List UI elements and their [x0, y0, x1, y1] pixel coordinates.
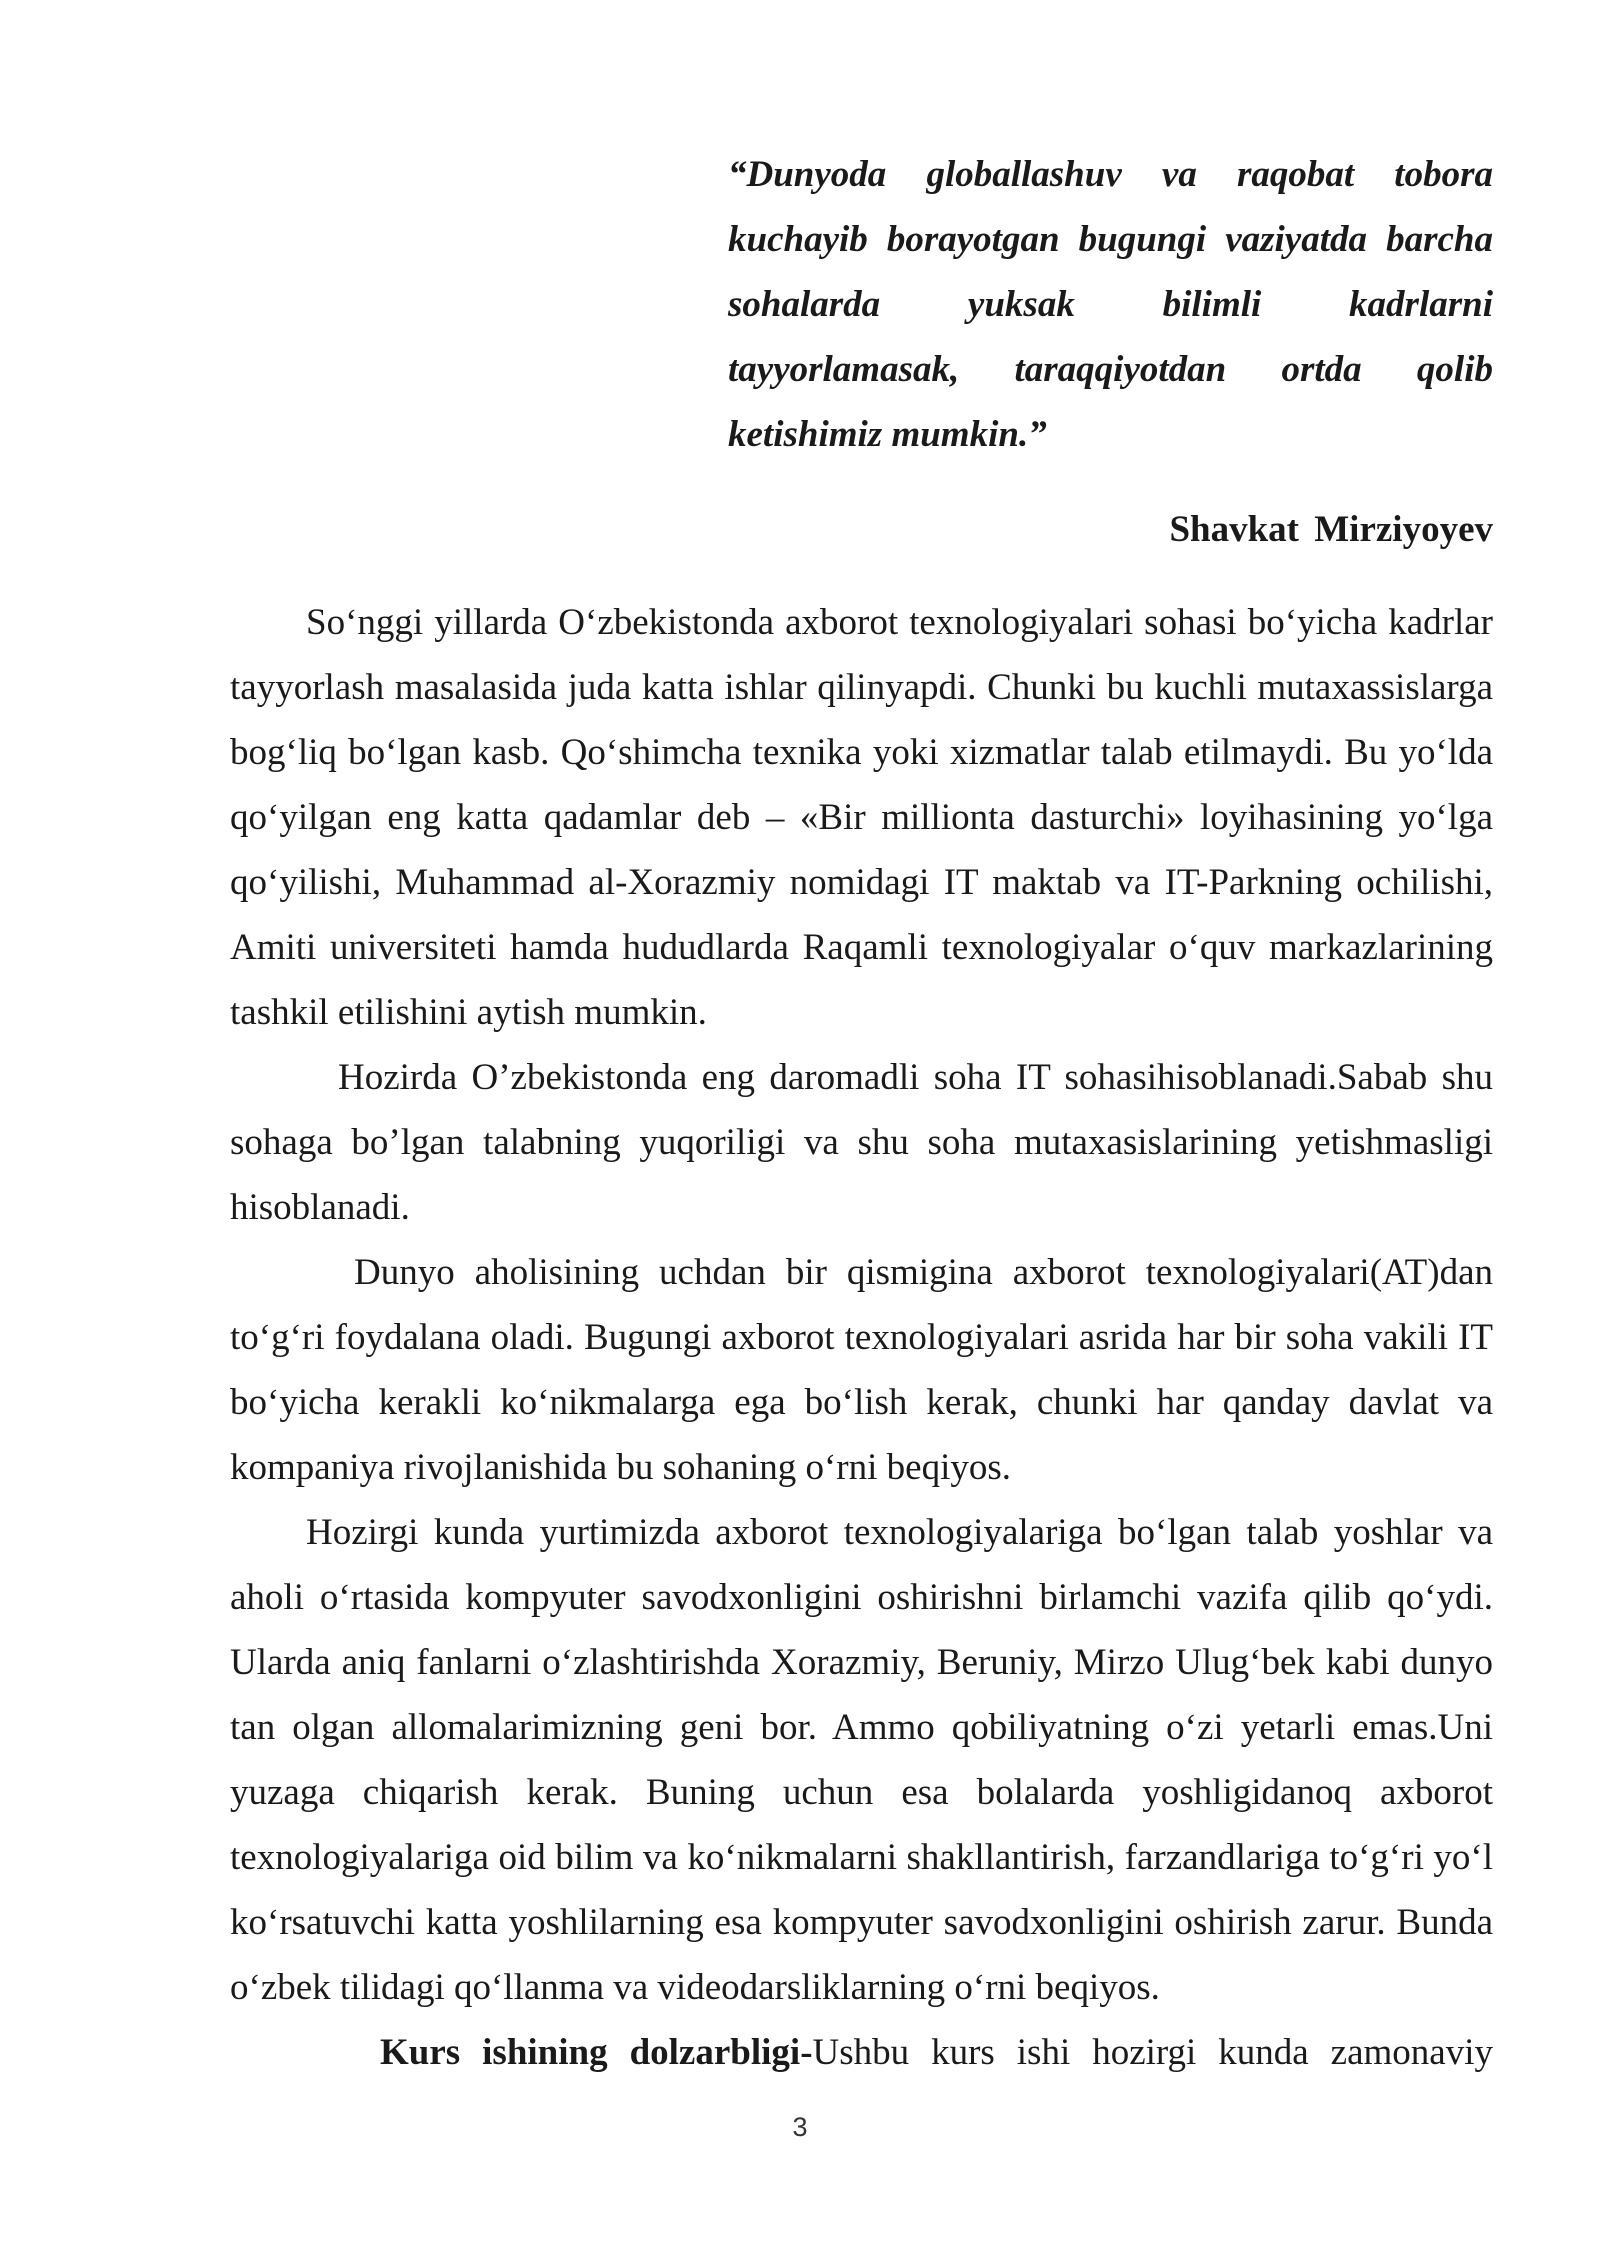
paragraph: Hozirda O’zbekistonda eng daromadli soha IT sohasihisoblanadi.Sabab shu sohaga bo’lgan talabning yuqoriligi va shu soha mutaxasislarining yetishmasligi hisoblanadi.: [230, 1057, 1493, 1228]
epigraph-quote: “Dunyoda globallashuv va raqobat tobora kuchayib borayotgan bugungi vaziyatda barcha sohalarda yuksak bilimli kadrlarni tayyorlamasak, taraqqiyotdan ortda qolib ketishimiz mumkin.”: [728, 154, 1493, 455]
epigraph-author: Shavkat Mirziyoyev: [1169, 509, 1493, 550]
paragraph-text: Ushbu kurs ishi hozirgi kunda zamonaviy: [812, 2032, 1493, 2073]
body-text: [230, 590, 1493, 2085]
paragraph-dolzarblik: [230, 2020, 1493, 2085]
paragraph: Hozirgi kunda yurtimizda axborot texnologiyalariga bo‘lgan talab yoshlar va aholi o‘rtasida kompyuter savodxonligini oshirishni birlamchi vazifa qilib qo‘ydi. Ularda aniq fanlarni o‘zlashtirishda Xorazmiy, Beruniy, Mirzo Ulug‘bek kabi dunyo tan olgan allomalarimizning geni bor. Ammo qobiliyatning o‘zi yetarli emas.Uni yuzaga chiqarish kerak. Buning uchun esa bolalarda yoshligidanoq axborot texnologiyalariga oid bilim va ko‘nikmalarni shakllantirish, farzandlariga to‘g‘ri yo‘l ko‘rsatuvchi katta yoshlilarning esa kompyuter savodxonligini oshirish zarur. Bunda o‘zbek tilidagi qo‘llanma va videodarsliklarning o‘rni beqiyos.: [230, 1512, 1493, 2008]
page-number: 3: [792, 2112, 808, 2142]
paragraph: Dunyo aholisining uchdan bir qismigina axborot texnologiyalari(AT)dan to‘g‘ri foydalana oladi. Bugungi axborot texnologiyalari asrida har bir soha vakili IT bo‘yicha kerakli ko‘nikmalarga ega bo‘lish kerak, chunki har qanday davlat va kompaniya rivojlanishida bu sohaning o‘rni beqiyos.: [230, 1252, 1493, 1488]
paragraph: So‘nggi yillarda O‘zbekistonda axborot texnologiyalari sohasi bo‘yicha kadrlar tayyorlash masalasida juda katta ishlar qilinyapdi. Chunki bu kuchli mutaxassislarga bog‘liq bo‘lgan kasb. Qo‘shimcha texnika yoki xizmatlar talab etilmaydi. Bu yo‘lda qo‘yilgan eng katta qadamlar deb – «Bir millionta dasturchi» loyihasining yo‘lga qo‘yilishi, Muhammad al-Xorazmiy nomidagi IT maktab va IT-Parkning ochilishi, Amiti universiteti hamda hududlarda Raqamli texnologiyalar o‘quv markazlarining tashkil etilishini aytish mumkin.: [230, 602, 1493, 1033]
paragraph-lead: Kurs ishining dolzarbligi-: [380, 2032, 813, 2073]
